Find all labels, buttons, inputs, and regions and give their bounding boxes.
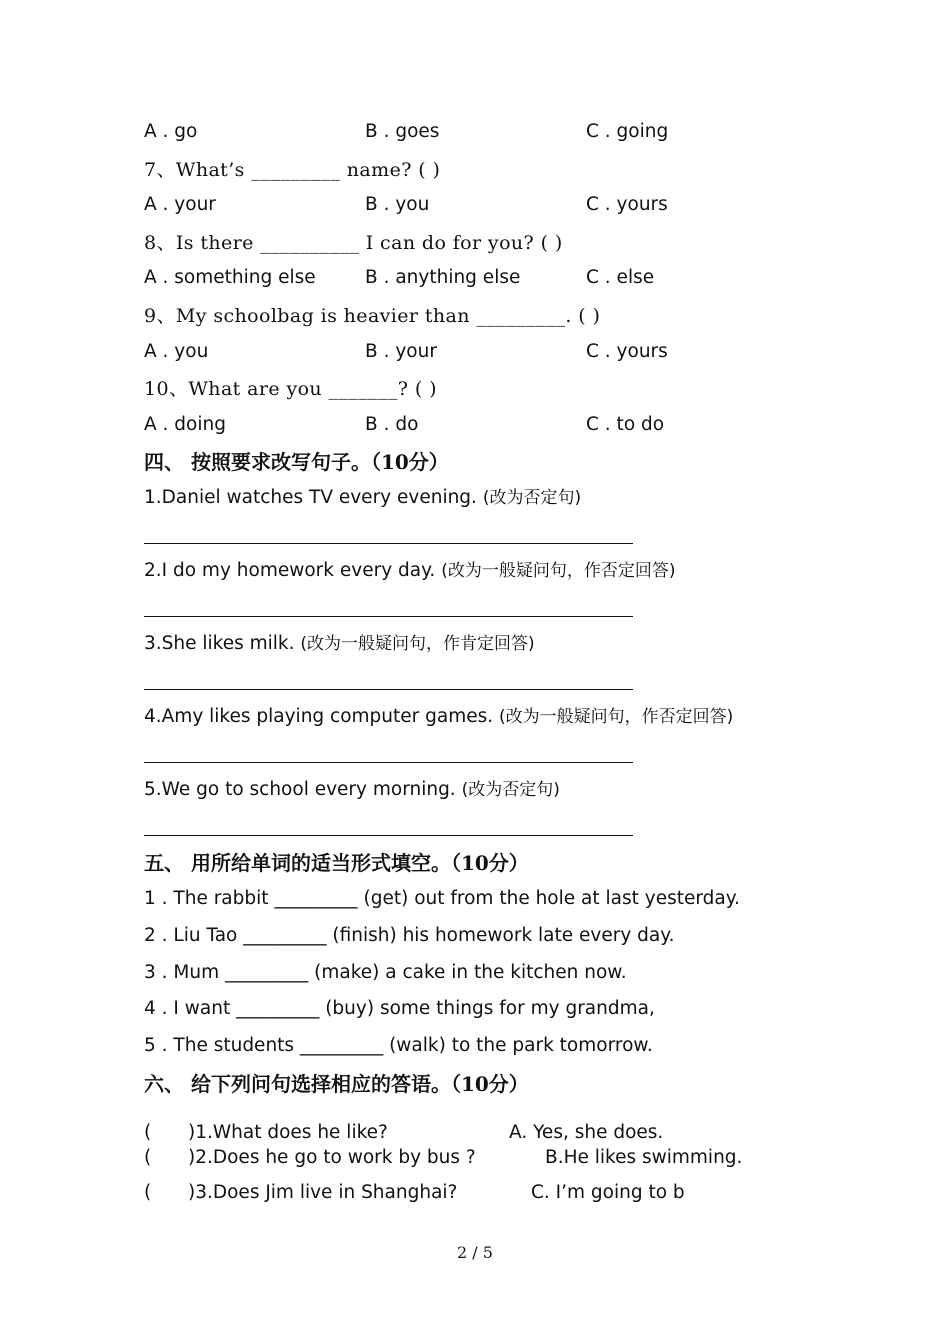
q8-option-b: B . anything else — [365, 267, 521, 288]
rewrite-item-instruction: (改为否定句) — [482, 488, 582, 508]
section-5-heading: 五、 用所给单词的适当形式填空。（10分） — [144, 851, 529, 875]
answer-line — [144, 543, 633, 544]
answer-line — [144, 616, 633, 617]
rewrite-item-text: 1.Daniel watches TV every evening. — [144, 487, 483, 508]
rewrite-item-5 — [144, 778, 560, 802]
rewrite-item-instruction: (改为一般疑问句，作否定回答) — [441, 561, 676, 581]
match-question-1: )1.What does he like? — [188, 1122, 388, 1143]
q9-option-b: B . your — [365, 341, 437, 362]
q7-option-b: B . you — [365, 194, 430, 215]
fill-item-4: 4 . I want _________ (buy) some things for my grandma, — [144, 998, 655, 1019]
section-6-heading: 六、 给下列问句选择相应的答语。（10分） — [144, 1072, 529, 1096]
rewrite-item-4 — [144, 705, 733, 729]
answer-line — [144, 835, 633, 836]
q7-option-c: C . yours — [586, 194, 668, 215]
q10-option-b: B . do — [365, 414, 419, 435]
section-4-heading: 四、 按照要求改写句子。（10分） — [144, 450, 449, 474]
fill-item-5: 5 . The students _________ (walk) to the park tomorrow. — [144, 1035, 653, 1056]
match-question-2: )2.Does he go to work by bus ? — [188, 1147, 476, 1168]
rewrite-item-text: 5.We go to school every morning. — [144, 779, 462, 800]
fill-item-1: 1 . The rabbit _________ (get) out from the hole at last yesterday. — [144, 888, 740, 909]
answer-line — [144, 762, 633, 763]
question-7: 7、What’s _________ name? ( ) — [144, 159, 441, 181]
rewrite-item-text: 2.I do my homework every day. — [144, 560, 442, 581]
match-paren: ( — [144, 1147, 152, 1168]
rewrite-item-instruction: (改为一般疑问句，作肯定回答) — [300, 634, 535, 654]
match-paren: ( — [144, 1182, 152, 1203]
q8-option-a: A . something else — [144, 267, 316, 288]
match-question-3: )3.Does Jim live in Shanghai? — [188, 1182, 458, 1203]
match-paren: ( — [144, 1122, 152, 1143]
match-answer-b: B.He likes swimming. — [545, 1147, 743, 1168]
match-answer-a: A. Yes, she does. — [509, 1122, 664, 1143]
page-number: 2 / 5 — [457, 1243, 493, 1262]
q6-option-b: B . goes — [365, 121, 440, 142]
q8-option-c: C . else — [586, 267, 655, 288]
question-10: 10、What are you _______? ( ) — [144, 378, 437, 400]
q6-option-a: A . go — [144, 121, 198, 142]
fill-item-2: 2 . Liu Tao _________ (finish) his homework late every day. — [144, 925, 675, 946]
rewrite-item-2 — [144, 559, 675, 583]
q10-option-c: C . to do — [586, 414, 665, 435]
question-8: 8、Is there __________ I can do for you? ( ) — [144, 232, 563, 254]
q9-option-c: C . yours — [586, 341, 668, 362]
q10-option-a: A . doing — [144, 414, 226, 435]
answer-line — [144, 689, 633, 690]
fill-item-3: 3 . Mum _________ (make) a cake in the kitchen now. — [144, 962, 627, 983]
rewrite-item-1 — [144, 486, 581, 510]
rewrite-item-instruction: (改为一般疑问句，作否定回答) — [499, 707, 734, 727]
q6-option-c: C . going — [586, 121, 669, 142]
question-9: 9、My schoolbag is heavier than _________. ( ) — [144, 305, 601, 327]
q9-option-a: A . you — [144, 341, 209, 362]
rewrite-item-3 — [144, 632, 535, 656]
q7-option-a: A . your — [144, 194, 216, 215]
rewrite-item-text: 3.She likes milk. — [144, 633, 301, 654]
rewrite-item-text: 4.Amy likes playing computer games. — [144, 706, 500, 727]
match-answer-c: C. I’m going to b — [531, 1182, 685, 1203]
rewrite-item-instruction: (改为否定句) — [461, 780, 560, 800]
